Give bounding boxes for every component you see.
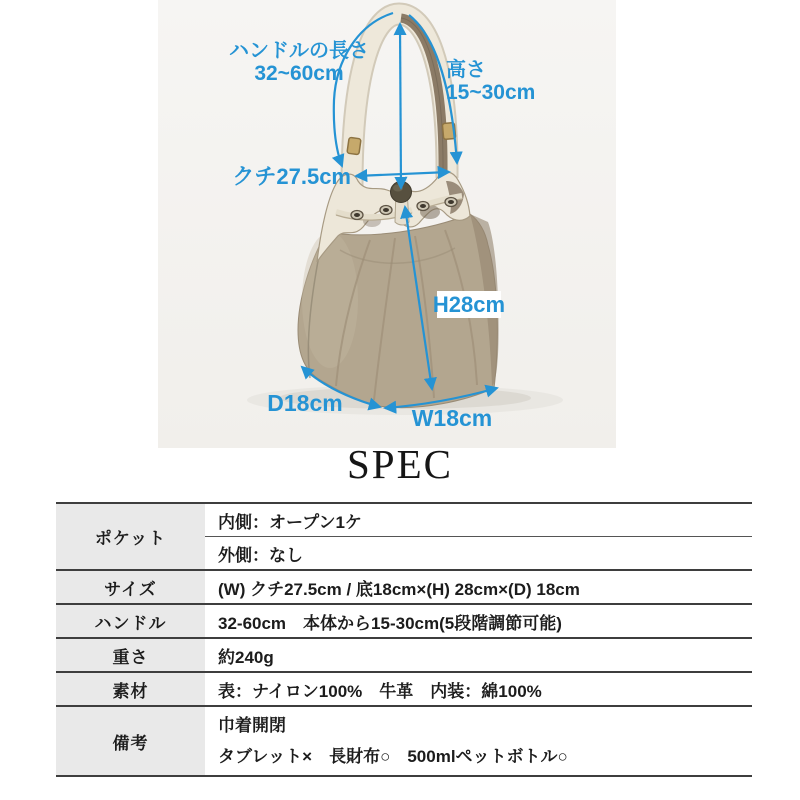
spec-row-values <box>205 504 752 569</box>
strap-height-line <box>400 24 401 188</box>
spec-row-label: 重さ <box>56 639 205 671</box>
strap-buckle-left <box>347 137 361 155</box>
spec-row-pockets <box>56 504 752 571</box>
handle-length-label-line2: 32~60cm <box>254 62 344 85</box>
spec-row-label: ポケット <box>56 504 205 569</box>
spec-value: 32-60cm 本体から15-30cm(5段階調節可能) <box>218 613 562 633</box>
spec-value: 約240g <box>218 647 274 667</box>
spec-row-handle <box>56 605 752 639</box>
width-label: W18cm <box>411 405 493 431</box>
remarks-line: 巾着開閉 <box>218 716 286 735</box>
spec-value: 表：ナイロン100% 牛革 内装：綿100% <box>218 681 542 701</box>
strap-drop-label-line2: 15~30cm <box>446 81 536 104</box>
spec-row-values <box>205 673 752 705</box>
spec-value: 外側：なし <box>218 545 303 565</box>
spec-title: SPEC <box>347 441 453 487</box>
strap-drop-label-line1: 高さ <box>446 59 486 81</box>
mouth-width-label: クチ27.5cm <box>232 164 351 189</box>
remarks-line: タブレット× 長財布○ 500mlペットボトル○ <box>218 747 568 766</box>
spec-value <box>205 707 752 775</box>
spec-row-material <box>56 673 752 707</box>
spec-row-size <box>56 571 752 605</box>
depth-label: D18cm <box>267 390 343 416</box>
spec-row-label: サイズ <box>56 571 205 603</box>
spec-row-label: ハンドル <box>56 605 205 637</box>
spec-row-label: 備考 <box>56 707 205 775</box>
bag-height-label: H28cm <box>432 292 506 317</box>
spec-row-values <box>205 571 752 603</box>
spec-row-weight <box>56 639 752 673</box>
spec-row-values <box>205 605 752 637</box>
handle-length-label-line1: ハンドルの長さ <box>229 40 369 62</box>
spec-value: 内側：オープン1ケ <box>218 512 362 532</box>
spec-row-remarks <box>56 707 752 777</box>
spec-table <box>56 502 752 777</box>
spec-row-label: 素材 <box>56 673 205 705</box>
spec-row-values <box>205 639 752 671</box>
spec-value: (W) クチ27.5cm / 底18cm×(H) 28cm×(D) 18cm <box>218 579 580 599</box>
spec-row-values <box>205 707 752 775</box>
